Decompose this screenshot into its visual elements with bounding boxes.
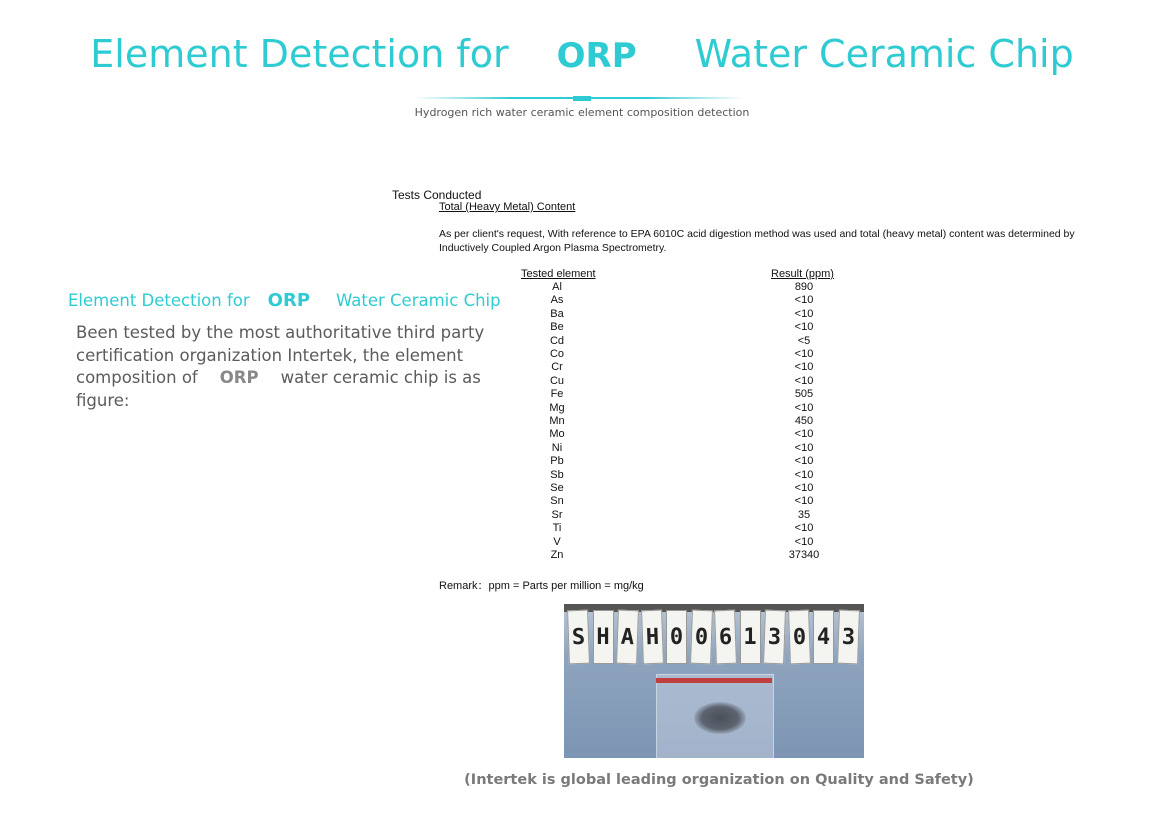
sample-id-tag: 0 (690, 610, 713, 665)
report-subheading: Total (Heavy Metal) Content (439, 201, 576, 213)
element-result: 35 (797, 508, 811, 521)
sample-id-tag: 3 (837, 610, 860, 665)
element-symbol: Ni (551, 441, 563, 454)
element-symbol: Ti (552, 522, 562, 535)
table-row (392, 428, 1072, 441)
element-result: <10 (794, 535, 814, 548)
table-row (392, 495, 1072, 508)
element-result: <10 (794, 374, 814, 387)
title-right: Water Ceramic Chip (694, 32, 1074, 76)
element-symbol: Sr (551, 508, 563, 521)
table-row (392, 294, 1072, 307)
title-divider-accent (573, 96, 591, 101)
sample-id-tag: A (616, 610, 639, 665)
element-symbol: Fe (550, 388, 564, 401)
element-result: <5 (797, 334, 811, 347)
element-result: <10 (794, 361, 814, 374)
element-symbol: Se (550, 482, 564, 494)
element-symbol: Cu (549, 374, 565, 387)
sample-id-tag: 6 (714, 610, 737, 665)
element-symbol: Co (549, 348, 565, 360)
table-row (392, 536, 1072, 549)
table-row (392, 509, 1072, 522)
table-row (392, 469, 1072, 482)
element-result: <10 (794, 495, 814, 508)
table-row (392, 482, 1072, 495)
sample-id-tag: 1 (740, 610, 761, 664)
element-result: <10 (794, 428, 814, 441)
element-symbol: Cd (549, 334, 565, 347)
element-result: <10 (794, 307, 814, 320)
element-result: 37340 (788, 549, 820, 561)
sample-id-tag: H (641, 610, 664, 665)
page-subtitle: Hydrogen rich water ceramic element composition detection (414, 106, 750, 119)
element-symbol: V (553, 535, 561, 548)
table-row (392, 321, 1072, 334)
table-row (392, 348, 1072, 361)
column-header-element: Tested element (521, 268, 596, 280)
element-symbol: Ba (550, 307, 564, 320)
element-symbol: Sn (550, 495, 564, 508)
description-brand: ORP (219, 368, 259, 387)
title-brand: ORP (556, 36, 637, 76)
description-part-1: Been tested by the most authoritative third party certification organization Intertek, the element composition of (76, 323, 485, 387)
element-result: <10 (794, 455, 814, 468)
report-tests-conducted: Tests Conducted (392, 188, 482, 202)
table-row (392, 522, 1072, 535)
element-symbol: Be (550, 321, 564, 334)
table-row (392, 361, 1072, 374)
ceramic-chips (694, 702, 746, 734)
element-result: 890 (794, 281, 814, 293)
table-row (392, 402, 1072, 415)
sample-id-tag: 0 (788, 610, 811, 665)
report-paragraph: As per client's request, With reference to EPA 6010C acid digestion method was used and total (heavy metal) content was determined by Inductively Coupled Argon Plasma Spectrometry. (439, 228, 1075, 254)
column-header-result: Result (ppm) (771, 268, 834, 280)
sample-photo (564, 604, 864, 758)
element-symbol: Mn (549, 415, 565, 427)
element-symbol: Al (552, 281, 562, 293)
element-symbol: Zn (550, 549, 564, 561)
sample-id-tag: 3 (763, 610, 786, 665)
title-left: Element Detection for (90, 32, 509, 76)
element-result: <10 (794, 522, 814, 535)
table-row (392, 388, 1072, 401)
table-row (392, 335, 1072, 348)
element-symbol: Mg (549, 401, 565, 414)
table-row (392, 549, 1072, 562)
table-row (392, 442, 1072, 455)
element-result: <10 (794, 468, 814, 481)
element-result: <10 (794, 401, 814, 414)
element-result: <10 (794, 321, 814, 334)
table-row (392, 281, 1072, 294)
element-symbol: Sb (550, 468, 564, 481)
element-result: 505 (794, 388, 814, 401)
report-remark: Remark：ppm = Parts per million = mg/kg (439, 580, 644, 592)
description-part-2: water ceramic chip is as figure: (76, 368, 481, 410)
sample-id-tag: 4 (813, 610, 834, 664)
sample-bag-seal (656, 678, 772, 683)
page-title (0, 32, 1164, 76)
element-result: 450 (794, 415, 814, 427)
sample-id-tags (568, 610, 862, 670)
section-heading-left: Element Detection for (68, 291, 250, 310)
element-symbol: Cr (551, 361, 563, 374)
section-heading-right: Water Ceramic Chip (336, 291, 501, 310)
table-row (392, 308, 1072, 321)
element-result: <10 (794, 441, 814, 454)
photo-caption: (Intertek is global leading organization on Quality and Safety) (464, 772, 974, 788)
sample-id-tag: 0 (666, 610, 687, 664)
element-symbol: Pb (550, 455, 564, 468)
element-symbol: Mo (549, 428, 565, 441)
element-symbol: As (550, 294, 564, 307)
table-row (392, 415, 1072, 428)
table-row (392, 375, 1072, 388)
element-result: <10 (794, 482, 814, 494)
element-result: <10 (794, 294, 814, 307)
sample-id-tag: H (593, 610, 614, 664)
section-heading-brand: ORP (267, 290, 311, 311)
table-row (392, 455, 1072, 468)
element-result: <10 (794, 348, 814, 360)
sample-id-tag: S (567, 610, 590, 665)
